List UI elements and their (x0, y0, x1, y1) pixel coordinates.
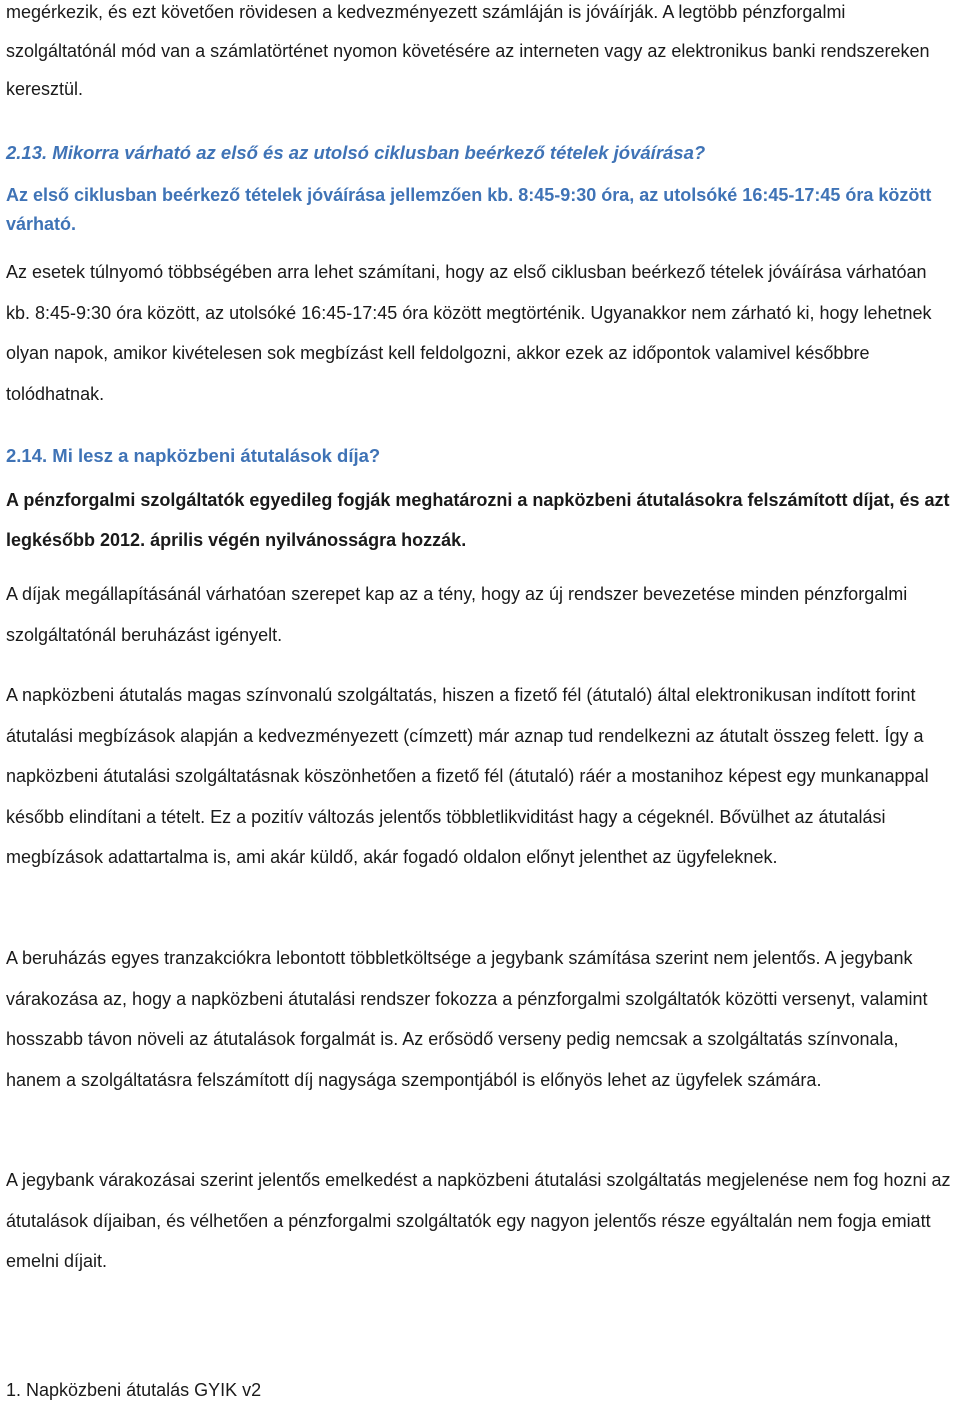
section-2-14-paragraph-2: A napközbeni átutalás magas színvonalú szolgáltatás, hiszen a fizető fél (átutaló) által elektronikusan indított forint átutalási megbízások alapján a kedvezményezett (címzett) már aznap tud rendelkezni az átutalt összeg felett. Így a napközbeni átutalási szolgáltatásnak köszönhetően a fizető fél (átutaló) ráér a mostanihoz képest egy munkanappal később elindítani a tételt. Ez a pozitív változás jelentős többletlikviditást hagy a cégeknél. Bővülhet az átutalási megbízások adattartalma is, ami akár küldő, akár fogadó oldalon előnyt jelenthet az ügyfeleknek. (6, 685, 929, 867)
intro-paragraph: megérkezik, és ezt követően rövidesen a kedvezményezett számláján is jóváírják. A legtöbb pénzforgalmi szolgáltatónál mód van a számlatörténet nyomon követésére az interneten vagy az elektronikus banki rendszereken keresztül. (6, 2, 930, 99)
page-footer: 1. Napközbeni átutalás GYIK v2 (6, 1380, 262, 1400)
section-2-14-paragraph-1: A díjak megállapításánál várhatóan szerepet kap az a tény, hogy az új rendszer bevezetése minden pénzforgalmi szolgáltatónál beruházást igényelt. (6, 584, 908, 645)
section-2-14-answer: A pénzforgalmi szolgáltatók egyedileg fogják meghatározni a napközbeni átutalásokra felszámított díjat, és azt legkésőbb 2012. április végén nyilvánosságra hozzák. (6, 490, 950, 550)
section-2-14-heading: 2.14. Mi lesz a napközbeni átutalások díja? (6, 445, 381, 466)
section-2-13-paragraph: Az esetek túlnyomó többségében arra lehet számítani, hogy az első ciklusban beérkező tételek jóváírása várhatóan kb. 8:45-9:30 óra között, az utolsóké 16:45-17:45 óra között megtörténik. Ugyanakkor nem zárható ki, hogy lehetnek olyan napok, amikor kivételesen sok megbízást kell feldolgozni, akkor ezek az időpontok valamivel későbbre tolódhatnak. (6, 262, 932, 404)
section-2-13-heading: 2.13. Mikorra várható az első és az utolsó ciklusban beérkező tételek jóváírása? (6, 142, 706, 163)
section-2-13-answer: Az első ciklusban beérkező tételek jóváírása jellemzően kb. 8:45-9:30 óra, az utolsóké 16:45-17:45 óra között várható. (6, 185, 932, 234)
section-2-14-paragraph-3: A beruházás egyes tranzakciókra lebontott többletköltsége a jegybank számítása szerint nem jelentős. A jegybank várakozása az, hogy a napközbeni átutalási rendszer fokozza a pénzforgalmi szolgáltatók közötti versenyt, valamint hosszabb távon növeli az átutalások forgalmát is. Az erősödő verseny pedig nemcsak a szolgáltatás színvonala, hanem a szolgáltatásra felszámított díj nagysága szempontjából is előnyös lehet az ügyfelek számára. (6, 948, 928, 1090)
section-2-14-paragraph-4: A jegybank várakozásai szerint jelentős emelkedést a napközbeni átutalási szolgáltatás megjelenése nem fog hozni az átutalások díjaiban, és vélhetően a pénzforgalmi szolgáltatók egy nagyon jelentős része egyáltalán nem fogja emiatt emelni díjait. (6, 1170, 951, 1271)
